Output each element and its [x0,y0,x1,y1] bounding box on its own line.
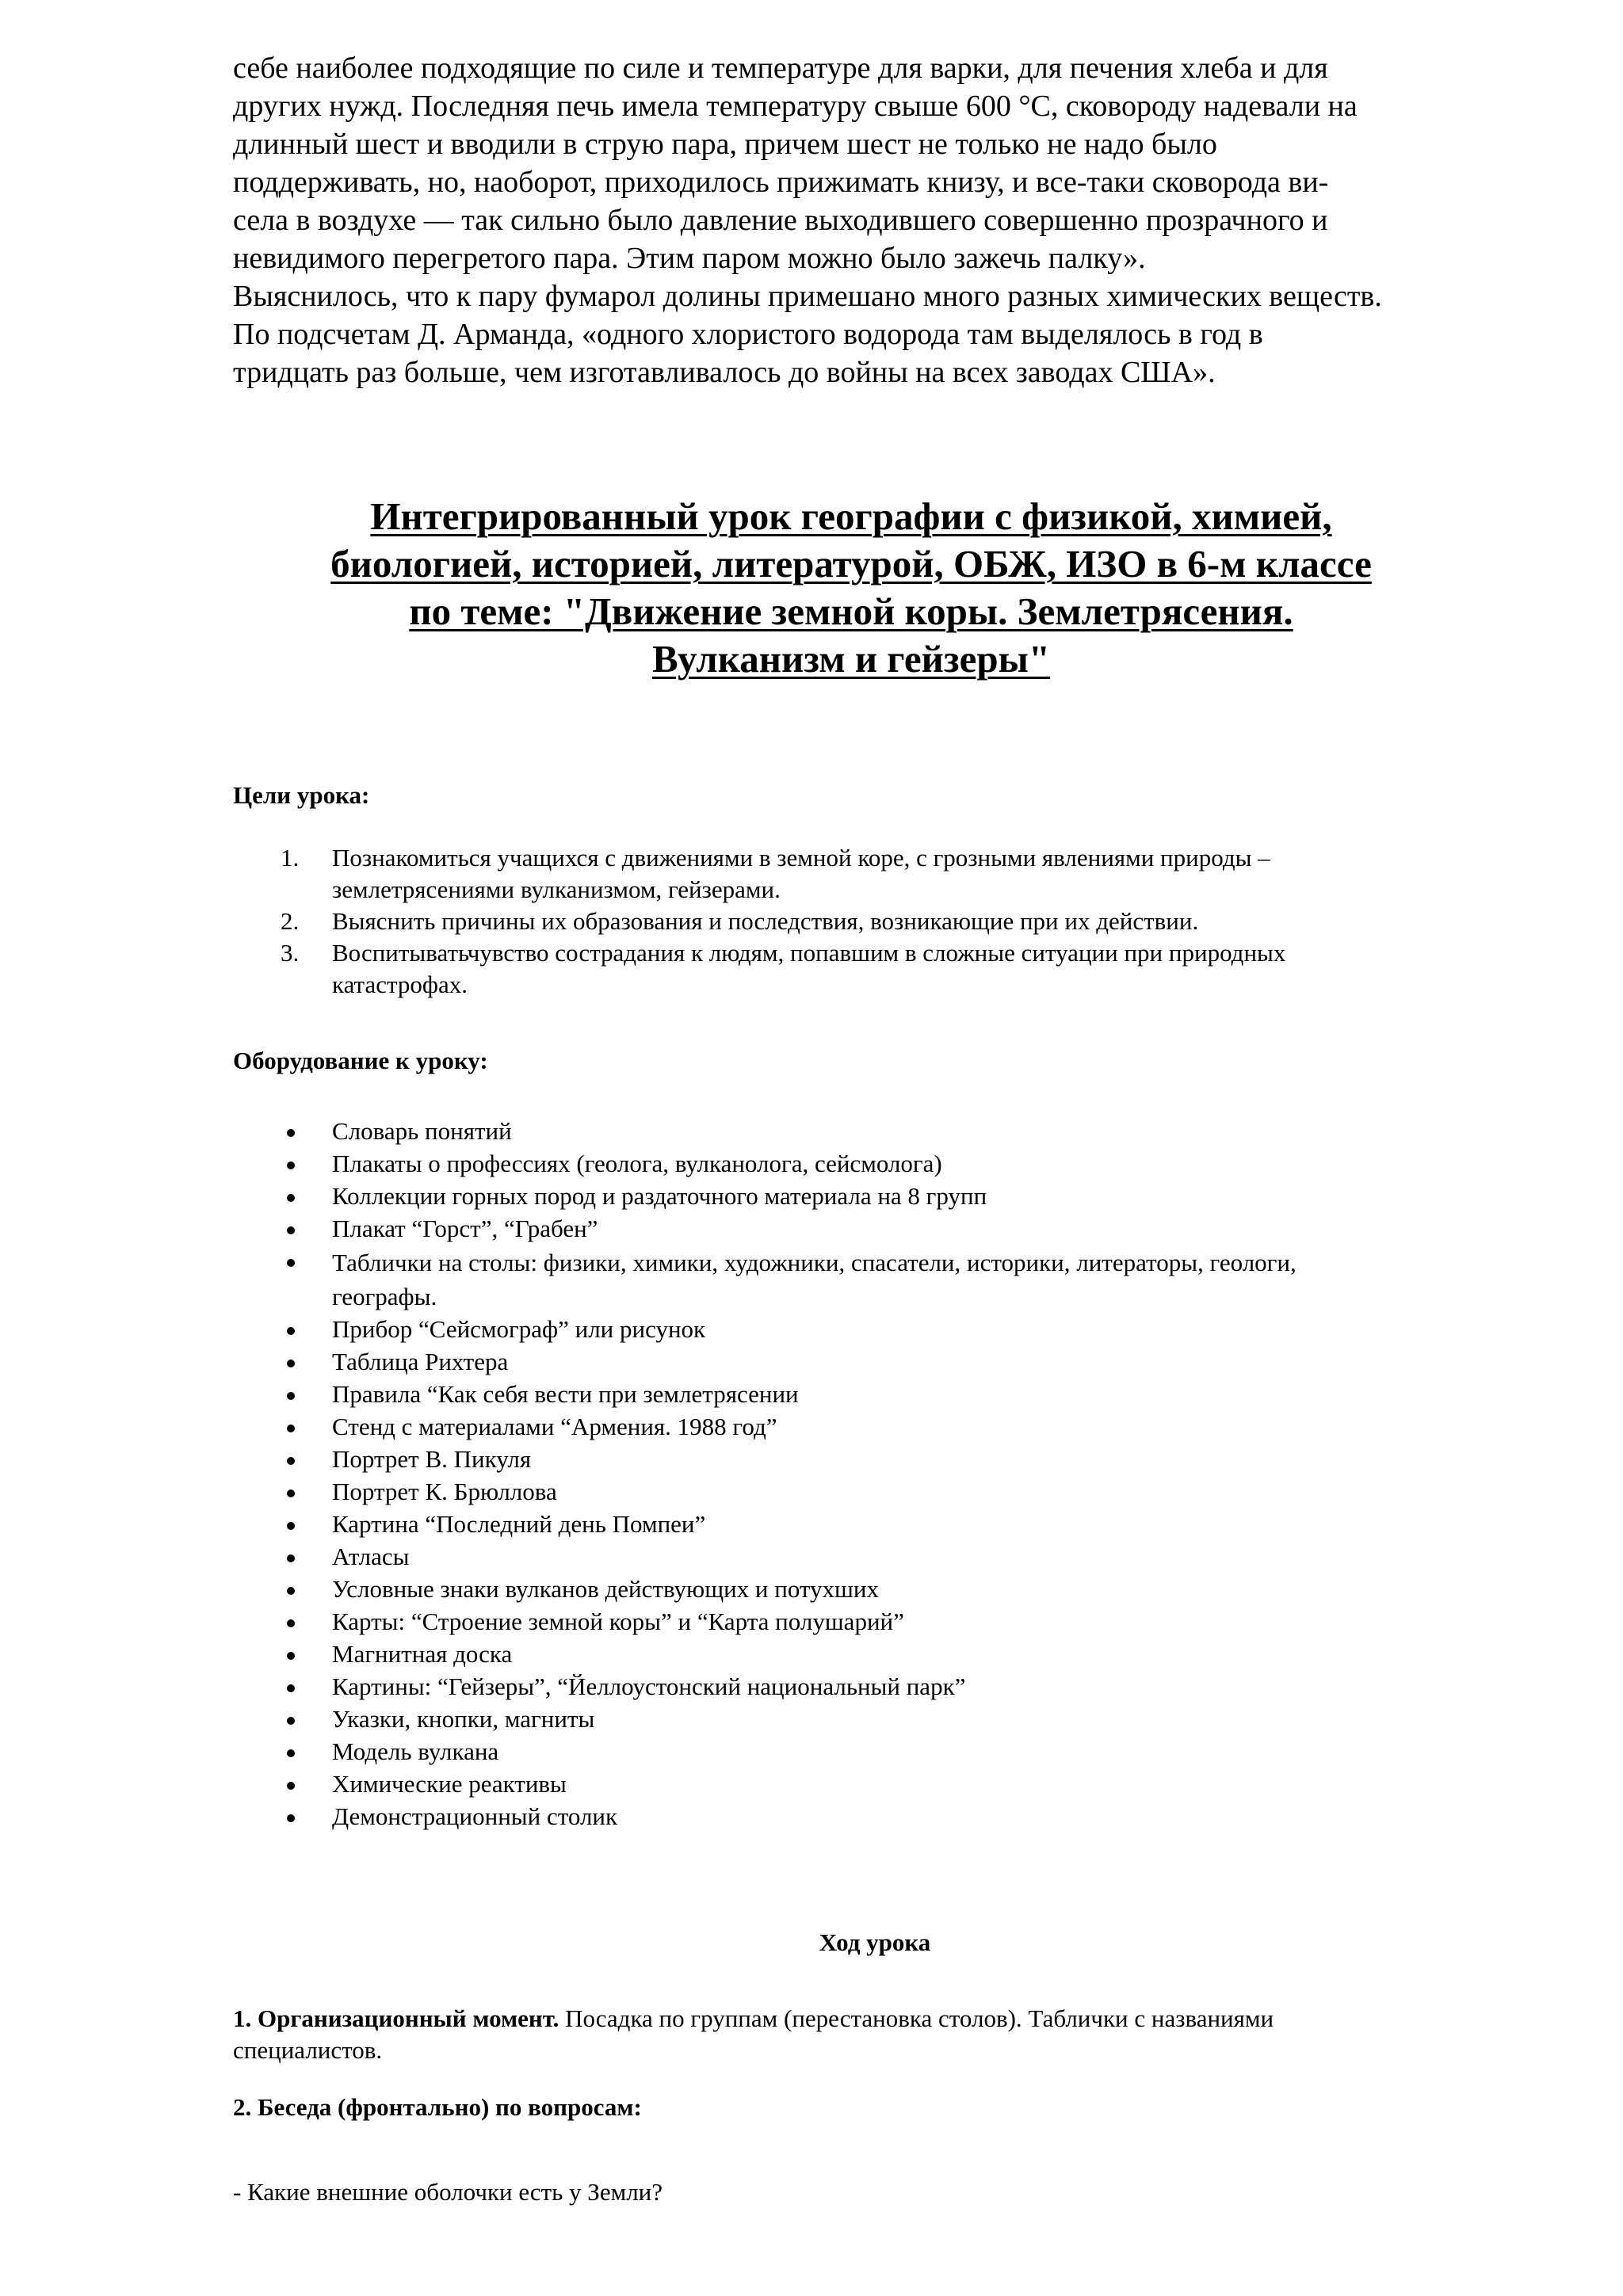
bullet-icon [287,1554,295,1562]
equipment-list [233,1115,1517,1833]
bullet-icon [287,1425,295,1432]
list-item-text: катастрофах. [332,971,468,998]
bullet-icon [287,1194,295,1202]
lesson-title-line: по теме: "Движение земной коры. Землетрясения. [409,589,1293,633]
step-organizational [233,2003,1517,2066]
list-item-number: 3. [281,939,300,967]
question-line [233,2176,1517,2208]
step-text: специалистов. [233,2036,383,2064]
list-item [233,1508,1517,1540]
bullet-icon [287,1587,295,1595]
bullet-icon [287,1129,295,1137]
list-item-text: Химические реактивы [332,1770,567,1798]
list-item [233,1800,1517,1833]
list-item [233,1638,1517,1670]
list-item [233,1212,1517,1245]
list-item-text: Модель вулкана [332,1737,499,1765]
question-text: - Какие внешние оболочки есть у Земли? [233,2178,663,2206]
list-item-text: Картины: “Гейзеры”, “Йеллоустонский национальный парк” [332,1672,966,1700]
list-item-text: Коллекции горных пород и раздаточного материала на 8 групп [332,1182,987,1210]
list-item [233,1378,1517,1410]
list-item-text: Правила “Как себя вести при землетрясении [332,1380,799,1408]
lesson-title-line: Интегрированный урок географии с физикой, химией, [370,494,1332,538]
bullet-icon [287,1652,295,1660]
course-heading: Ход урока [819,1928,931,1956]
bullet-icon [287,1226,295,1234]
list-item-text: Портрет К. Брюллова [332,1478,557,1505]
list-item [233,906,1517,937]
bullet-icon [287,1392,295,1400]
list-item-text: Указки, кнопки, магниты [332,1705,595,1733]
bullet-icon [287,1360,295,1367]
goals-list [233,842,1517,1001]
bullet-icon [287,1684,295,1692]
bullet-icon [287,1717,295,1725]
list-item-number: 2. [281,907,300,935]
intro-line: тридцать раз больше, чем изготавливалось до войны на всех заводах США». [233,356,1216,389]
list-item [233,1345,1517,1378]
bullet-icon [287,1522,295,1530]
list-item [233,1410,1517,1443]
list-item [233,1540,1517,1573]
bullet-icon [287,1327,295,1335]
intro-line: По подсчетам Д. Арманда, «одного хлористого водорода там выделялось в год в [233,318,1263,351]
bullet-icon [287,1489,295,1497]
intro-line: поддерживать, но, наоборот, приходилось прижимать книзу, и все-таки сковорода ви- [233,166,1329,199]
list-item [233,1313,1517,1345]
list-item-text: Таблички на столы: физики, химики, художники, спасатели, историки, литераторы, геологи, [332,1249,1296,1276]
equipment-heading: Оборудование к уроку: [233,1047,488,1074]
list-item [233,1703,1517,1735]
list-item [233,1735,1517,1768]
list-item-text: Стенд с материалами “Армения. 1988 год” [332,1413,777,1440]
list-item [233,1573,1517,1605]
list-item [233,1605,1517,1638]
intro-paragraph [233,49,1517,391]
list-item [233,1768,1517,1800]
list-item-text: географы. [332,1283,437,1310]
intro-line: длинный шест и вводили в струю пара, причем шест не только не надо было [233,128,1217,161]
list-item [233,1475,1517,1508]
list-item-text: Атласы [332,1543,410,1570]
list-item [233,1147,1517,1180]
list-item-text: Словарь понятий [332,1117,512,1145]
step-title: 1. Организационный момент. [233,2004,559,2032]
intro-line: себе наиболее подходящие по силе и температуре для варки, для печения хлеба и для [233,51,1328,85]
list-item-text: Таблица Рихтера [332,1348,509,1375]
intro-line: невидимого перегретого пара. Этим паром можно было зажечь палку». [233,242,1146,275]
list-item [233,842,1517,906]
bullet-icon [287,1749,295,1757]
list-item-text: Познакомиться учащихся с движениями в земной коре, с грозными явлениями природы – [332,844,1270,871]
intro-line: Выяснилось, что к пару фумарол долины примешано много разных химических веществ. [233,280,1382,313]
lesson-title-line: Вулканизм и гейзеры" [651,637,1051,681]
list-item-text: Прибор “Сейсмограф” или рисунок [332,1315,706,1343]
list-item-text: Выяснить причины их образования и последствия, возникающие при их действии. [332,907,1199,935]
bullet-icon [287,1619,295,1627]
list-item [233,1115,1517,1147]
list-item-text: Картина “Последний день Помпеи” [332,1510,706,1538]
intro-line: села в воздухе — так сильно было давление выходившего совершенно прозрачного и [233,204,1328,237]
lesson-title-line: биологией, историей, литературой, ОБЖ, ИЗО в 6-м классе [330,542,1372,585]
bullet-icon [287,1457,295,1465]
list-item-text: землетрясениями вулканизмом, гейзерами. [332,875,781,903]
step-text: Посадка по группам (перестановка столов). Таблички с названиями [559,2004,1274,2032]
list-item [233,1180,1517,1212]
list-item-text: Условные знаки вулканов действующих и потухших [332,1575,880,1603]
lesson-title [238,493,1465,683]
bullet-icon [287,1814,295,1822]
bullet-icon [287,1161,295,1169]
intro-line: других нужд. Последняя печь имела температуру свыше 600 °С, сковороду надевали на [233,90,1358,123]
list-item-number: 1. [281,844,300,871]
list-item-text: Плакат “Горст”, “Грабен” [332,1215,598,1242]
list-item [233,1443,1517,1475]
list-item [233,937,1517,1001]
list-item-text: Воспитыватьчувство сострадания к людям, попавшим в сложные ситуации при природных [332,939,1286,967]
step-title: 2. Беседа (фронтально) по вопросам: [233,2093,642,2121]
list-item [233,1670,1517,1703]
list-item-text: Портрет В. Пикуля [332,1445,532,1473]
list-item-text: Плакаты о профессиях (геолога, вулканолога, сейсмолога) [332,1150,942,1177]
goals-heading: Цели урока: [233,781,370,809]
list-item-text: Карты: “Строение земной коры” и “Карта полушарий” [332,1608,904,1635]
list-item [233,1245,1517,1313]
bullet-icon [287,1782,295,1790]
bullet-icon [287,1259,295,1267]
step-conversation [233,2092,1517,2123]
list-item-text: Магнитная доска [332,1640,513,1668]
list-item-text: Демонстрационный столик [332,1802,618,1830]
